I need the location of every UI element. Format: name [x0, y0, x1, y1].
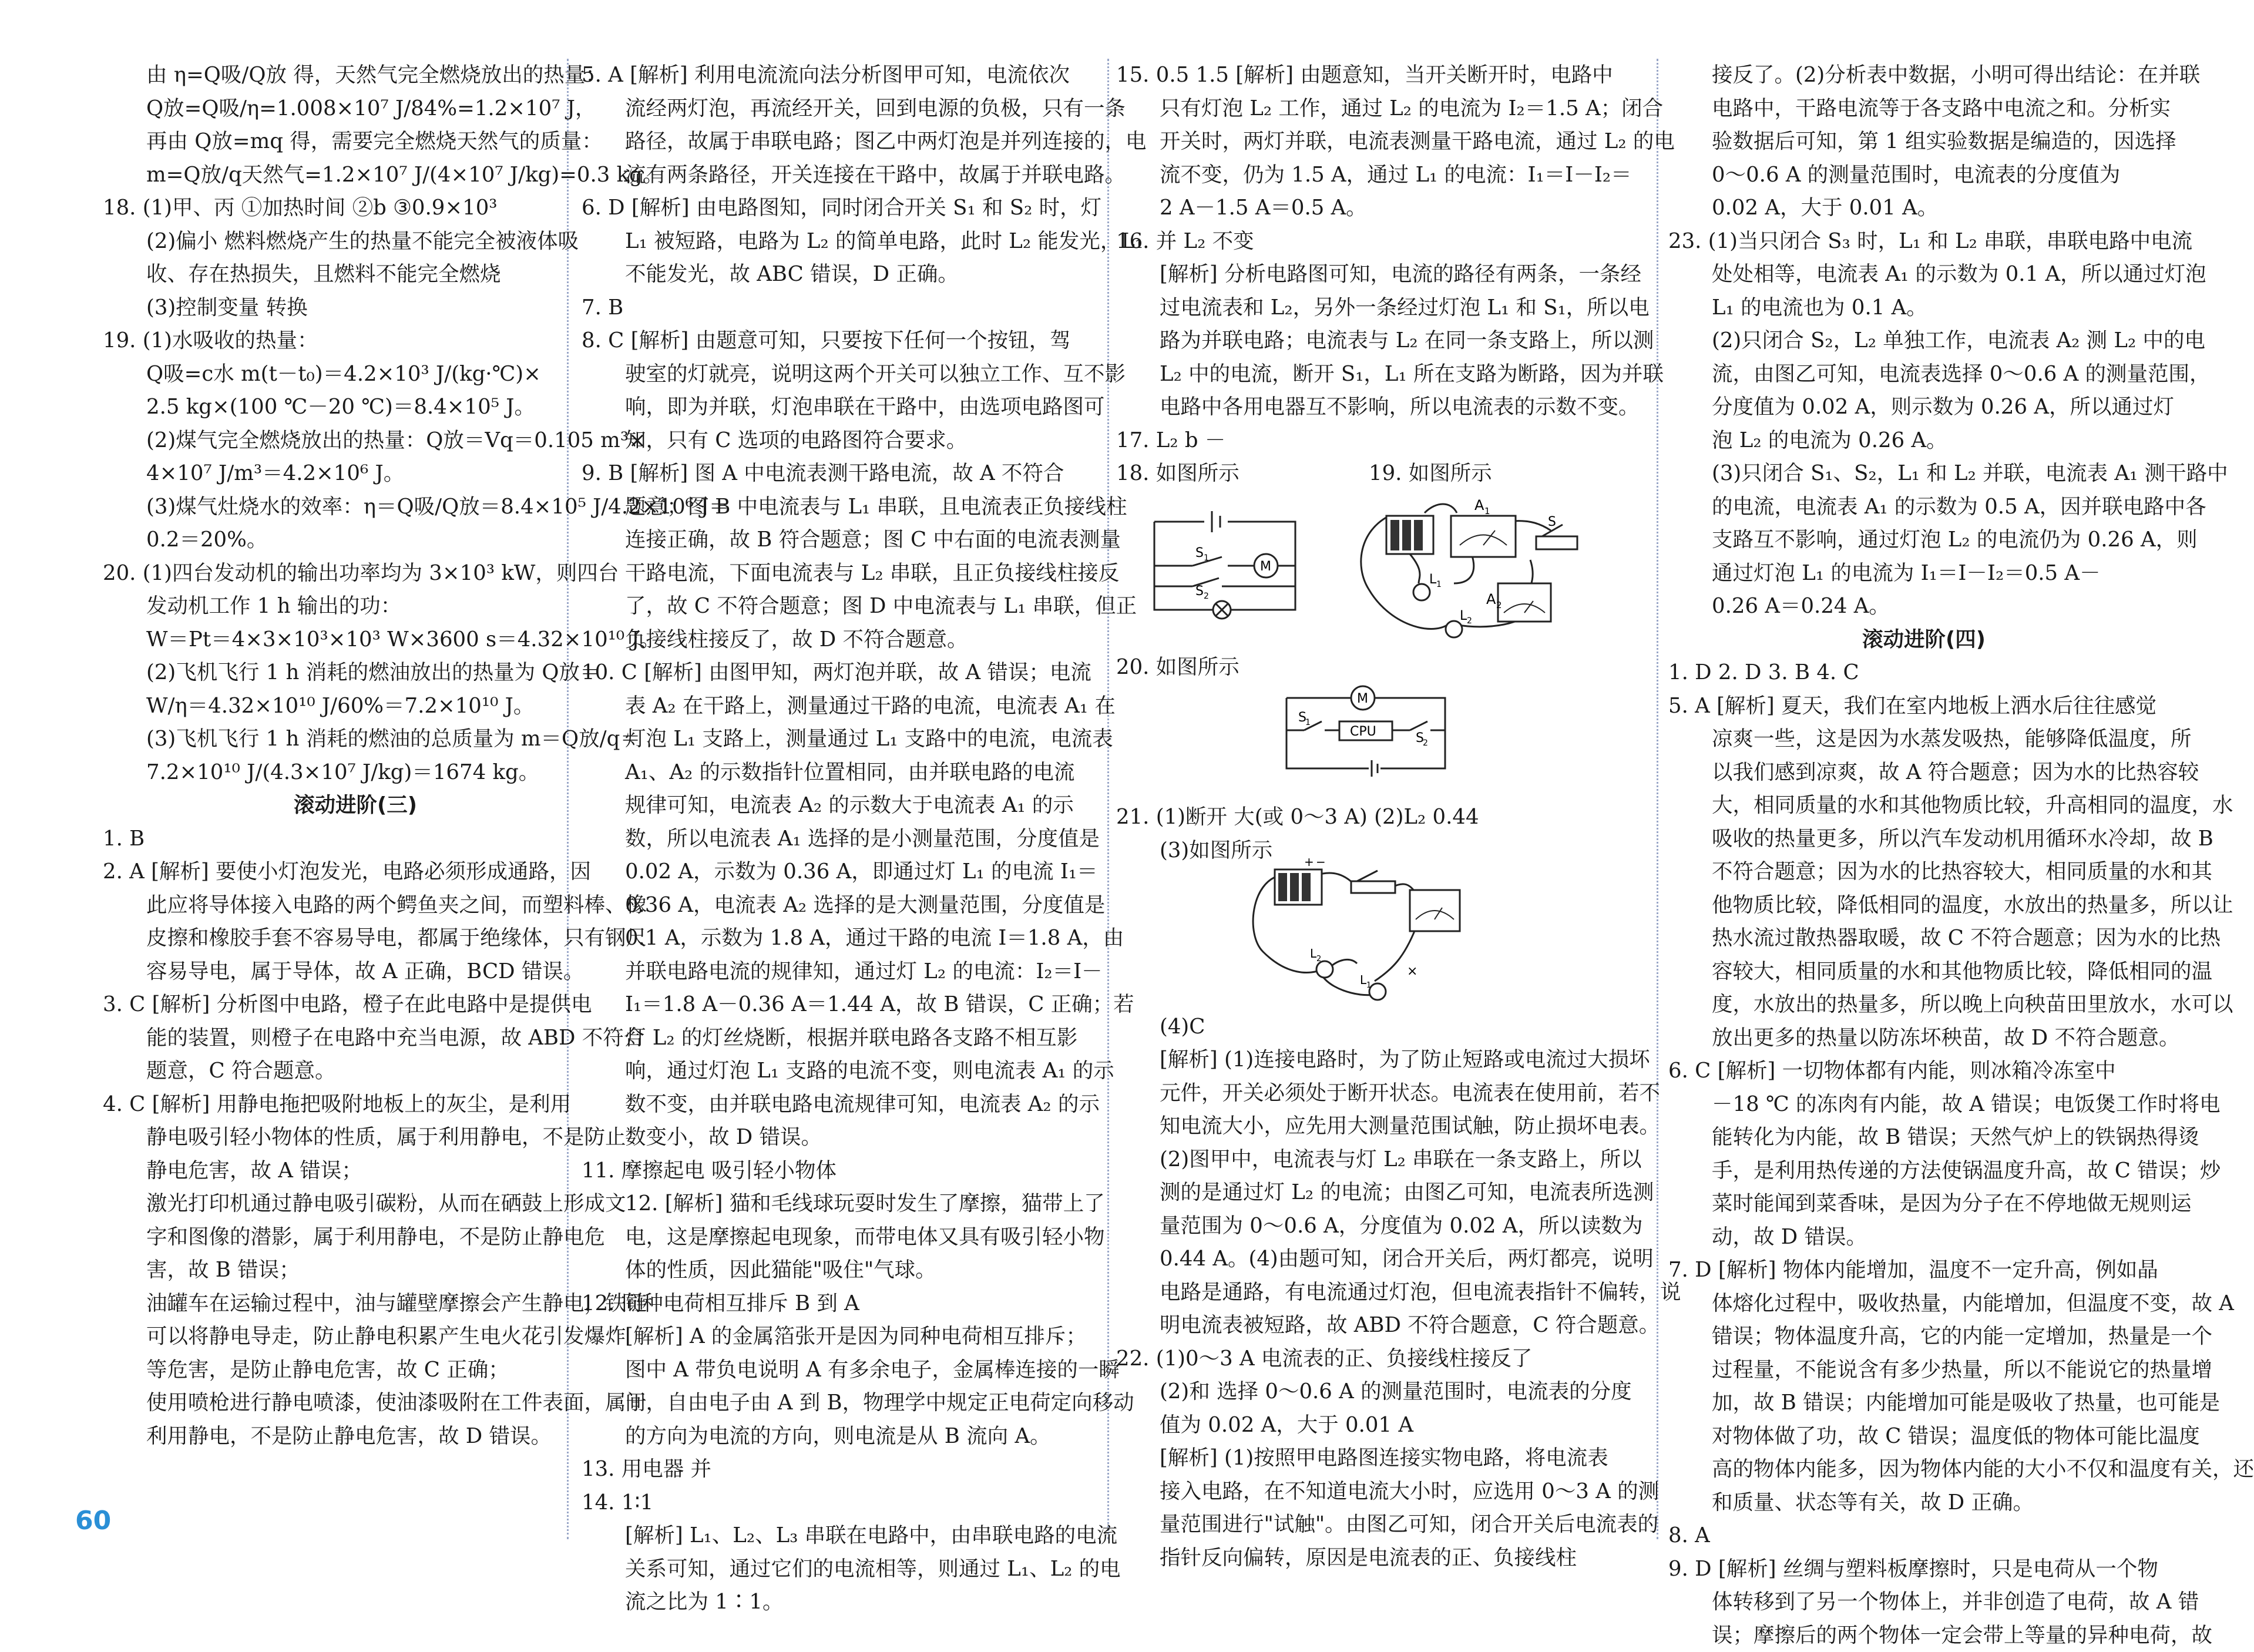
- col3_bottom-line: 明电流表被短路，故 ABD 不符合题意，C 符合题意。: [1116, 1309, 1648, 1342]
- col1-line: 2. A [解析] 要使小灯泡发光，电路必须形成通路，因: [103, 855, 608, 889]
- column-divider-2: [1107, 59, 1109, 1539]
- column-1: [103, 59, 608, 1527]
- svg-text:2: 2: [1423, 738, 1428, 748]
- svg-text:×: ×: [1407, 964, 1417, 979]
- col3_top-line: 16. 并 L₂ 不变: [1116, 225, 1648, 258]
- fig18-label: 18. 如图所示: [1116, 457, 1239, 491]
- col4-line: 热水流过散热器取暖，故 C 不符合题意；因为水的比热: [1668, 922, 2179, 955]
- col1-line: 滚动进阶(三): [103, 789, 608, 822]
- col3_bottom-line: 元件，开关必须处于断开状态。电流表在使用前，若不: [1116, 1077, 1648, 1110]
- col1-line: 等危害，是防止静电危害，故 C 正确；: [103, 1354, 608, 1387]
- col1-line: (3)控制变量 转换: [103, 291, 608, 325]
- col4-line: (3)只闭合 S₁、S₂，L₁ 和 L₂ 并联，电流表 A₁ 测干路中: [1668, 457, 2179, 491]
- figure-21: [1116, 834, 1648, 1010]
- svg-text:2: 2: [1204, 592, 1209, 601]
- col4-line: 分度值为 0.02 A，则示数为 0.26 A，所以通过灯: [1668, 391, 2179, 424]
- col4-line: 误；摩擦后的两个物体一定会带上等量的异种电荷，故: [1668, 1619, 2179, 1652]
- svg-text:A: A: [1474, 497, 1484, 513]
- col1-line: W＝Pt＝4×3×10³×10³ W×3600 s＝4.32×10¹⁰ J。: [103, 623, 608, 657]
- col1-line: 发动机工作 1 h 输出的功：: [103, 590, 608, 623]
- svg-text:1: 1: [1484, 506, 1490, 516]
- q21-part3-label: (3)如图所示: [1116, 834, 1272, 868]
- svg-text:1: 1: [1436, 580, 1442, 589]
- col4-line: 体熔化过程中，吸收热量，内能增加，但温度不变，故 A: [1668, 1287, 2179, 1321]
- col2-line: 规律可知，电流表 A₂ 的示数大于电流表 A₁ 的示: [582, 789, 1101, 822]
- col4-line: 验数据后可知，第 1 组实验数据是编造的，因选择: [1668, 125, 2179, 159]
- col2-line: 驶室的灯就亮，说明这两个开关可以独立工作、互不影: [582, 358, 1101, 391]
- svg-text:S: S: [1548, 515, 1556, 529]
- svg-text:L: L: [1460, 609, 1467, 623]
- col2-line: 了，故 C 不符合题意；图 D 中电流表与 L₁ 串联，但正: [582, 590, 1101, 623]
- col4-line: 能转化为内能，故 B 错误；天然气炉上的铁锅热得烫: [1668, 1121, 2179, 1154]
- col2-line: 12. [解析] 猫和毛线球玩耍时发生了摩擦，猫带上了: [582, 1187, 1101, 1221]
- col4-line: 大，相同质量的水和其他物质比较，升高相同的温度，水: [1668, 789, 2179, 822]
- column-3-bottom-text: [1116, 1010, 1648, 1575]
- svg-text:1: 1: [1305, 718, 1311, 727]
- col3_bottom-line: [解析] (1)按照甲电路图连接实物电路，将电流表: [1116, 1442, 1648, 1475]
- q21-answer-line: 21. (1)断开 大(或 0～3 A) (2)L₂ 0.44: [1116, 801, 1648, 834]
- col1-line: Q吸=c水 m(t－t₀)＝4.2×10³ J/(kg·℃)×: [103, 358, 608, 391]
- col3_top-line: [解析] 分析电路图可知，电流的路径有两条，一条经: [1116, 258, 1648, 291]
- col1-line: 油罐车在运输过程中，油与罐壁摩擦会产生静电，铁链: [103, 1287, 608, 1321]
- col2-line: I₁＝1.8 A－0.36 A＝1.44 A，故 B 错误，C 正确；若: [582, 988, 1101, 1022]
- col2-line: 灯 L₂ 的灯丝烧断，根据并联电路各支路不相互影: [582, 1022, 1101, 1055]
- col2-line: 知，只有 C 选项的电路图符合要求。: [582, 424, 1101, 458]
- col3_bottom-line: 指针反向偏转，原因是电流表的正、负接线柱: [1116, 1542, 1648, 1575]
- col2-line: 数，所以电流表 A₁ 选择的是小测量范围，分度值是: [582, 822, 1101, 856]
- svg-text:1: 1: [1366, 981, 1371, 990]
- col3_top-line: 15. 0.5 1.5 [解析] 由题意知，当开关断开时，电路中: [1116, 59, 1648, 92]
- col4-line: 以我们感到凉爽，故 A 符合题意；因为水的比热容较: [1668, 756, 2179, 790]
- col3_bottom-line: 量范围为 0～0.6 A，分度值为 0.02 A，所以读数为: [1116, 1210, 1648, 1243]
- col4-line: 5. A [解析] 夏天，我们在室内地板上洒水后往往感觉: [1668, 690, 2179, 723]
- col2-line: 图中 A 带负电说明 A 有多余电子，金属棒连接的一瞬: [582, 1354, 1101, 1387]
- col2-line: 13. 用电器 并: [582, 1453, 1101, 1486]
- col4-line: 放出更多的热量以防冻坏秧苗，故 D 不符合题意。: [1668, 1022, 2179, 1055]
- col2-line: 11. 摩擦起电 吸引轻小物体: [582, 1154, 1101, 1188]
- col1-line: 容易导电，属于导体，故 A 正确，BCD 错误。: [103, 955, 608, 989]
- col2-line: 的方向为电流的方向，则电流是从 B 流向 A。: [582, 1420, 1101, 1453]
- circuit-diagram-21: [1239, 858, 1463, 1005]
- col4-line: 对物体做了功，故 C 错误；温度低的物体可能比温度: [1668, 1420, 2179, 1453]
- col1-line: Q放=Q吸/η=1.008×10⁷ J/84%=1.2×10⁷ J，: [103, 92, 608, 126]
- col1-line: 静电吸引轻小物体的性质，属于利用静电，不是防止: [103, 1121, 608, 1154]
- col1-line: 害，故 B 错误；: [103, 1254, 608, 1287]
- col4-line: 0.26 A＝0.24 A。: [1668, 590, 2179, 623]
- col3_top-line: 17. L₂ b －: [1116, 424, 1648, 458]
- figure-20: [1116, 651, 1648, 801]
- col1-line: 2.5 kg×(100 ℃－20 ℃)＝8.4×10⁵ J。: [103, 391, 608, 424]
- col2-line: 间，自由电子由 A 到 B，物理学中规定正电荷定向移动: [582, 1386, 1101, 1420]
- fig20-label: 20. 如图所示: [1116, 651, 1239, 684]
- svg-text:S: S: [1195, 584, 1204, 599]
- col1-line: (2)飞机飞行 1 h 消耗的燃油放出的热量为 Q放＝: [103, 656, 608, 690]
- col4-line: 手，是利用热传递的方法使锅温度升高，故 C 错误；炒: [1668, 1154, 2179, 1188]
- col1-line: 题意，C 符合题意。: [103, 1055, 608, 1088]
- col1-line: 3. C [解析] 分析图中电路，橙子在此电路中是提供电: [103, 988, 608, 1022]
- col4-line: 吸收的热量更多，所以汽车发动机用循环水冷却，故 B: [1668, 822, 2179, 856]
- col4-line: 菜时能闻到菜香味，是因为分子在不停地做无规则运: [1668, 1187, 2179, 1221]
- col3_top-line: 只有灯泡 L₂ 工作，通过 L₂ 的电流为 I₂＝1.5 A；闭合: [1116, 92, 1648, 126]
- col3_bottom-line: [解析] (1)连接电路时，为了防止短路或电流过大损坏: [1116, 1043, 1648, 1077]
- col2-line: 关系可知，通过它们的电流相等，则通过 L₁、L₂ 的电: [582, 1553, 1101, 1586]
- svg-text:S: S: [1416, 731, 1424, 746]
- col1-line: 18. (1)甲、丙 ①加热时间 ②b ③0.9×10³: [103, 192, 608, 225]
- col2-line: [解析] A 的金属箔张开是因为同种电荷相互排斥；: [582, 1320, 1101, 1354]
- col4-line: 泡 L₂ 的电流为 0.26 A。: [1668, 424, 2179, 458]
- col2-line: [解析] L₁、L₂、L₃ 串联在电路中，由串联电路的电流: [582, 1519, 1101, 1553]
- col1-line: 1. B: [103, 822, 608, 856]
- col2-line: 灯泡 L₁ 支路上，测量通过 L₁ 支路中的电流，电流表: [582, 723, 1101, 756]
- col2-line: 0.02 A，示数为 0.36 A，即通过灯 L₁ 的电流 I₁＝: [582, 855, 1101, 889]
- col2-line: 14. 1∶1: [582, 1486, 1101, 1520]
- col2-line: 电，这是摩擦起电现象，而带电体又具有吸引轻小物: [582, 1221, 1101, 1254]
- col1-line: m=Q放/q天然气=1.2×10⁷ J/(4×10⁷ J/kg)=0.3 kg。: [103, 159, 608, 192]
- col1-line: 皮擦和橡胶手套不容易导电，都属于绝缘体，只有钢尺: [103, 922, 608, 955]
- col1-line: 利用静电，不是防止静电危害，故 D 错误。: [103, 1420, 608, 1453]
- col1-line: (2)偏小 燃料燃烧产生的热量不能完全被液体吸: [103, 225, 608, 258]
- col1-line: 4×10⁷ J/m³＝4.2×10⁶ J。: [103, 457, 608, 491]
- column-3: [1116, 59, 1648, 1527]
- col2-line: 0.36 A，电流表 A₂ 选择的是大测量范围，分度值是: [582, 889, 1101, 922]
- col2-line: 5. A [解析] 利用电流流向法分析图甲可知，电流依次: [582, 59, 1101, 92]
- col4-line: 6. C [解析] 一切物体都有内能，则冰箱冷冻室中: [1668, 1055, 2179, 1088]
- col2-line: 8. C [解析] 由题意可知，只要按下任何一个按钮，驾: [582, 324, 1101, 358]
- col4-line: 错误；物体温度升高，它的内能一定增加，热量是一个: [1668, 1320, 2179, 1354]
- col3_bottom-line: 知电流大小，应先用大测量范围试触，防止损坏电表。: [1116, 1110, 1648, 1143]
- col2-line: 流经两灯泡，再流经开关，回到电源的负极，只有一条: [582, 92, 1101, 126]
- col2-line: A₁、A₂ 的示数指针位置相同，由并联电路的电流: [582, 756, 1101, 790]
- column-2: [582, 59, 1101, 1527]
- col2-line: 路径，故属于串联电路；图乙中两灯泡是并列连接的，电: [582, 125, 1101, 159]
- col2-line: 连接正确，故 B 符合题意；图 C 中右面的电流表测量: [582, 523, 1101, 557]
- col4-line: 接反了。(2)分析表中数据，小明可得出结论：在并联: [1668, 59, 2179, 92]
- svg-text:M: M: [1357, 691, 1368, 706]
- col2-line: 响，通过灯泡 L₁ 支路的电流不变，则电流表 A₁ 的示: [582, 1055, 1101, 1088]
- col1-line: 激光打印机通过静电吸引碳粉，从而在硒鼓上形成文: [103, 1187, 608, 1221]
- col1-line: W/η＝4.32×10¹⁰ J/60%＝7.2×10¹⁰ J。: [103, 690, 608, 723]
- col1-line: 收、存在热损失，且燃料不能完全燃烧: [103, 258, 608, 291]
- svg-text:1: 1: [1204, 553, 1209, 563]
- column-4: [1668, 59, 2179, 1527]
- col1-line: 静电危害，故 A 错误；: [103, 1154, 608, 1188]
- svg-text:L: L: [1310, 946, 1317, 961]
- col2-line: 10. C [解析] 由图甲知，两灯泡并联，故 A 错误；电流: [582, 656, 1101, 690]
- col4-line: 0～0.6 A 的测量范围时，电流表的分度值为: [1668, 159, 2179, 192]
- col3_bottom-line: 接入电路，在不知道电流大小时，应选用 0～3 A 的测: [1116, 1475, 1648, 1509]
- col3_top-line: 路为并联电路；电流表与 L₂ 在同一条支路上，所以测: [1116, 324, 1648, 358]
- circuit-diagram-19: [1354, 489, 1583, 648]
- svg-text:L: L: [1429, 572, 1437, 587]
- circuit-diagram-18: [1148, 498, 1301, 633]
- svg-text:2: 2: [1496, 600, 1502, 610]
- col1-line: (3)煤气灶烧水的效率：η＝Q吸/Q放＝8.4×10⁵ J/4.2×10⁶ J＝: [103, 491, 608, 524]
- col2-line: 题意；图 B 中电流表与 L₁ 串联，且电流表正负接线柱: [582, 491, 1101, 524]
- svg-text:2: 2: [1316, 955, 1321, 963]
- col4-line: 1. D 2. D 3. B 4. C: [1668, 656, 2179, 690]
- col4-line: 23. (1)当只闭合 S₃ 时，L₁ 和 L₂ 串联，串联电路中电流: [1668, 225, 2179, 258]
- col4-line: 凉爽一些，这是因为水蒸发吸热，能够降低温度，所: [1668, 723, 2179, 756]
- col3_bottom-line: 值为 0.02 A，大于 0.01 A: [1116, 1409, 1648, 1442]
- col4-line: 0.02 A，大于 0.01 A。: [1668, 192, 2179, 225]
- col4-line: 容较大，相同质量的水和其他物质比较，降低相同的温: [1668, 955, 2179, 989]
- col2-line: 流之比为 1∶1。: [582, 1586, 1101, 1619]
- col3_bottom-line: (2)和 选择 0～0.6 A 的测量范围时，电流表的分度: [1116, 1375, 1648, 1409]
- col1-line: 7.2×10¹⁰ J/(4.3×10⁷ J/kg)＝1674 kg。: [103, 756, 608, 790]
- col1-line: 19. (1)水吸收的热量：: [103, 324, 608, 358]
- col4-line: 过程量，不能说含有多少热量，所以不能说它的热量增: [1668, 1354, 2179, 1387]
- col4-line: 通过灯泡 L₁ 的电流为 I₁＝I－I₂＝0.5 A－: [1668, 557, 2179, 590]
- col4-line: 不符合题意；因为水的比热容较大，相同质量的水和其: [1668, 855, 2179, 889]
- col3_top-line: 电路中各用电器互不影响，所以电流表的示数不变。: [1116, 391, 1648, 424]
- col1-line: 可以将静电导走，防止静电积累产生电火花引发爆炸: [103, 1320, 608, 1354]
- col4-line: 体转移到了另一个物体上，并非创造了电荷，故 A 错: [1668, 1586, 2179, 1619]
- col3_bottom-line: 0.44 A。(4)由题可知，闭合开关后，两灯都亮，说明: [1116, 1243, 1648, 1276]
- col2-line: 9. B [解析] 图 A 中电流表测干路电流，故 A 不符合: [582, 457, 1101, 491]
- col4-line: 的电流，电流表 A₁ 的示数为 0.5 A，因并联电路中各: [1668, 491, 2179, 524]
- col4-line: 高的物体内能多，因为物体内能的大小不仅和温度有关，还: [1668, 1453, 2179, 1486]
- svg-text:A: A: [1486, 591, 1496, 607]
- col2-line: 6. D [解析] 由电路图知，同时闭合开关 S₁ 和 S₂ 时，灯: [582, 192, 1101, 225]
- col2-line: 响，即为并联，灯泡串联在干路中，由选项电路图可: [582, 391, 1101, 424]
- page-number: 60: [75, 1506, 111, 1536]
- col4-line: (2)只闭合 S₂，L₂ 单独工作，电流表 A₂ 测 L₂ 中的电: [1668, 324, 2179, 358]
- col2-line: L₁ 被短路，电路为 L₂ 的简单电路，此时 L₂ 能发光，L₁: [582, 225, 1101, 258]
- col1-line: (2)煤气完全燃烧放出的热量：Q放＝Vq＝0.105 m³×: [103, 424, 608, 458]
- col1-line: 使用喷枪进行静电喷漆，使油漆吸附在工件表面，属于: [103, 1386, 608, 1420]
- col1-line: 4. C [解析] 用静电拖把吸附地板上的灰尘，是利用: [103, 1088, 608, 1122]
- col3_bottom-line: 测的是通过灯 L₂ 的电流；由图乙可知，电流表所选测: [1116, 1176, 1648, 1210]
- col3_top-line: 过电流表和 L₂，另外一条经过灯泡 L₁ 和 S₁，所以电: [1116, 291, 1648, 325]
- col2-line: 7. B: [582, 291, 1101, 325]
- col2-line: 不能发光，故 ABC 错误，D 正确。: [582, 258, 1101, 291]
- col4-line: 流，由图乙可知，电流表选择 0～0.6 A 的测量范围，: [1668, 358, 2179, 391]
- svg-text:−: −: [1316, 855, 1326, 869]
- col3_top-line: L₂ 中的电流，断开 S₁，L₁ 所在支路为断路，因为并联: [1116, 358, 1648, 391]
- col3_bottom-line: (4)C: [1116, 1010, 1648, 1044]
- col3_top-line: 开关时，两灯并联，电流表测量干路电流，通过 L₂ 的电: [1116, 125, 1648, 159]
- circuit-diagram-20: [1275, 663, 1469, 780]
- col3_top-line: 流不变，仍为 1.5 A，通过 L₁ 的电流：I₁＝I－I₂＝: [1116, 159, 1648, 192]
- col4-line: 动，故 D 错误。: [1668, 1221, 2179, 1254]
- figures-18-19: [1116, 457, 1648, 651]
- svg-text:+: +: [1304, 855, 1314, 869]
- col2-line: 流有两条路径，开关连接在干路中，故属于并联电路。: [582, 159, 1101, 192]
- svg-text:S: S: [1298, 710, 1306, 725]
- col4-line: L₁ 的电流也为 0.1 A。: [1668, 291, 2179, 325]
- col4-line: －18 ℃ 的冻肉有内能，故 A 错误；电饭煲工作时将电: [1668, 1088, 2179, 1122]
- col2-line: 表 A₂ 在干路上，测量通过干路的电流，电流表 A₁ 在: [582, 690, 1101, 723]
- col4-line: 度，水放出的热量多，所以晚上向秧苗田里放水，水可以: [1668, 988, 2179, 1022]
- col2-line: 体的性质，因此猫能"吸住"气球。: [582, 1254, 1101, 1287]
- col2-line: 数变小，故 D 错误。: [582, 1121, 1101, 1154]
- col3_bottom-line: 22. (1)0～3 A 电流表的正、负接线柱接反了: [1116, 1342, 1648, 1376]
- col3_bottom-line: (2)图甲中，电流表与灯 L₂ 串联在一条支路上，所以: [1116, 1143, 1648, 1177]
- col2-line: 负接线柱接反了，故 D 不符合题意。: [582, 623, 1101, 657]
- col4-line: 加，故 B 错误；内能增加可能是吸收了热量，也可能是: [1668, 1386, 2179, 1420]
- col4-line: 电路中，干路电流等于各支路中电流之和。分析实: [1668, 92, 2179, 126]
- col2-line: 并联电路电流的规律知，通过灯 L₂ 的电流：I₂＝I－: [582, 955, 1101, 989]
- col1-line: 再由 Q放=mq 得，需要完全燃烧天然气的质量：: [103, 125, 608, 159]
- col1-line: 由 η=Q吸/Q放 得，天然气完全燃烧放出的热量：: [103, 59, 608, 92]
- col3_bottom-line: 电路是通路，有电流通过灯泡，但电流表指针不偏转，说: [1116, 1276, 1648, 1309]
- svg-text:S: S: [1195, 546, 1204, 560]
- col2-line: 干路电流，下面电流表与 L₂ 串联，且正负接线柱接反: [582, 557, 1101, 590]
- column-3-top-text: [1116, 59, 1648, 457]
- fig19-label: 19. 如图所示: [1369, 457, 1492, 491]
- svg-text:CPU: CPU: [1350, 724, 1376, 739]
- col2-line: 12. 同种电荷相互排斥 B 到 A: [582, 1287, 1101, 1321]
- svg-text:M: M: [1260, 559, 1271, 574]
- col2-line: 0.1 A，示数为 1.8 A，通过干路的电流 I＝1.8 A，由: [582, 922, 1101, 955]
- col1-line: 能的装置，则橙子在电路中充当电源，故 ABD 不符合: [103, 1022, 608, 1055]
- col1-line: (3)飞机飞行 1 h 消耗的燃油的总质量为 m＝Q放/q＝: [103, 723, 608, 756]
- col4-line: 8. A: [1668, 1519, 2179, 1553]
- col4-line: 他物质比较，降低相同的温度，水放出的热量多，所以让: [1668, 889, 2179, 922]
- col4-line: 滚动进阶(四): [1668, 623, 2179, 657]
- col1-line: 0.2＝20%。: [103, 523, 608, 557]
- col2-line: 数不变，由并联电路电流规律可知，电流表 A₂ 的示: [582, 1088, 1101, 1122]
- svg-text:L: L: [1360, 973, 1367, 987]
- col3_bottom-line: 量范围进行"试触"。由图乙可知，闭合开关后电流表的: [1116, 1508, 1648, 1542]
- col4-line: 支路互不影响，通过灯泡 L₂ 的电流仍为 0.26 A，则: [1668, 523, 2179, 557]
- svg-text:2: 2: [1467, 616, 1472, 626]
- col4-line: 和质量、状态等有关，故 D 正确。: [1668, 1486, 2179, 1520]
- col3_top-line: 2 A－1.5 A＝0.5 A。: [1116, 192, 1648, 225]
- col1-line: 此应将导体接入电路的两个鳄鱼夹之间，而塑料棒、橡: [103, 889, 608, 922]
- col4-line: 7. D [解析] 物体内能增加，温度不一定升高，例如晶: [1668, 1254, 2179, 1287]
- col1-line: 20. (1)四台发动机的输出功率均为 3×10³ kW，则四台: [103, 557, 608, 590]
- col1-line: 字和图像的潜影，属于利用静电，不是防止静电危: [103, 1221, 608, 1254]
- col4-line: 处处相等，电流表 A₁ 的示数为 0.1 A，所以通过灯泡: [1668, 258, 2179, 291]
- col4-line: 9. D [解析] 丝绸与塑料板摩擦时，只是电荷从一个物: [1668, 1553, 2179, 1586]
